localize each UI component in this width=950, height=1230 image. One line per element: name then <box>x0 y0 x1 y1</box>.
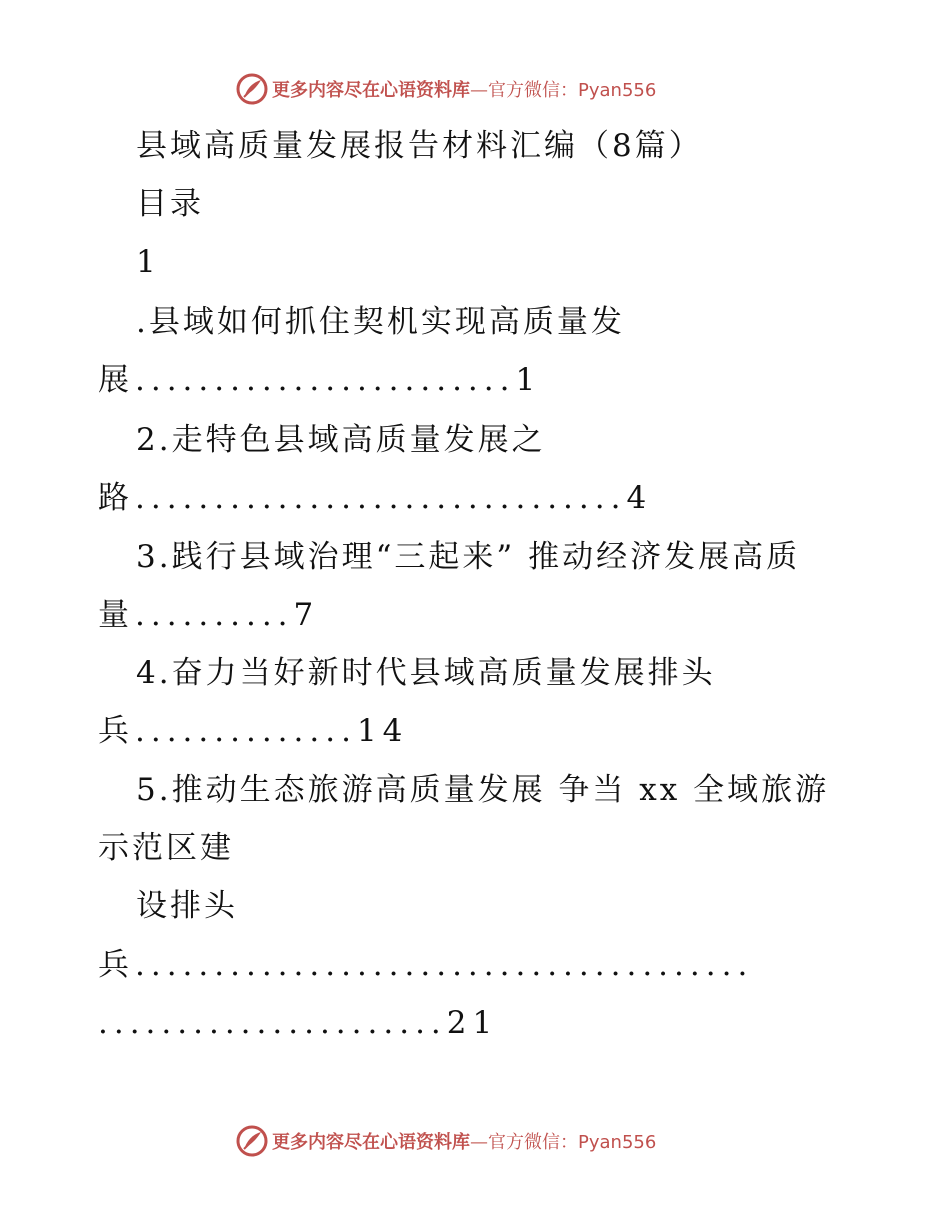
watermark-footer <box>236 1124 656 1158</box>
toc-entry-2-title: 2.走特色县域高质量发展之 <box>136 422 546 458</box>
watermark-dash: — <box>470 1132 488 1153</box>
watermark-contact: 官方微信：Pyan556 <box>488 1132 657 1153</box>
document-title: 县域高质量发展报告材料汇编（8篇） <box>136 128 703 164</box>
toc-entry-4-title: 4.奋力当好新时代县域高质量发展排头 <box>136 655 716 691</box>
quill-logo-icon <box>236 1125 268 1157</box>
toc-entry-5-leader: 兵....................................... <box>98 947 754 983</box>
toc-entry-5-title-cont: 示范区建 <box>98 830 234 866</box>
toc-entry-3-leader: 量..........7 <box>98 597 320 633</box>
watermark-main-text: 更多内容尽在心语资料库 <box>272 1132 470 1153</box>
toc-entry-1-number: 1 <box>136 244 159 280</box>
toc-heading: 目录 <box>136 186 204 222</box>
toc-entry-1-leader: 展........................1 <box>98 362 542 398</box>
watermark-dash: — <box>470 80 488 101</box>
toc-entry-5-leader-cont: ......................21 <box>98 1005 499 1041</box>
quill-logo-icon <box>236 73 268 105</box>
toc-entry-5-title: 5.推动生态旅游高质量发展 争当 xx 全域旅游 <box>136 772 830 808</box>
watermark-contact: 官方微信：Pyan556 <box>488 80 657 101</box>
toc-entry-1-title: .县域如何抓住契机实现高质量发 <box>136 304 625 340</box>
toc-entry-2-leader: 路...............................4 <box>98 480 653 516</box>
toc-entry-3-title: 3.践行县域治理“三起来” 推动经济发展高质 <box>136 539 801 575</box>
watermark-main-text: 更多内容尽在心语资料库 <box>272 80 470 101</box>
watermark-header <box>236 72 656 106</box>
toc-entry-5-title-cont2: 设排头 <box>136 888 238 924</box>
toc-entry-4-leader: 兵..............14 <box>98 713 409 749</box>
